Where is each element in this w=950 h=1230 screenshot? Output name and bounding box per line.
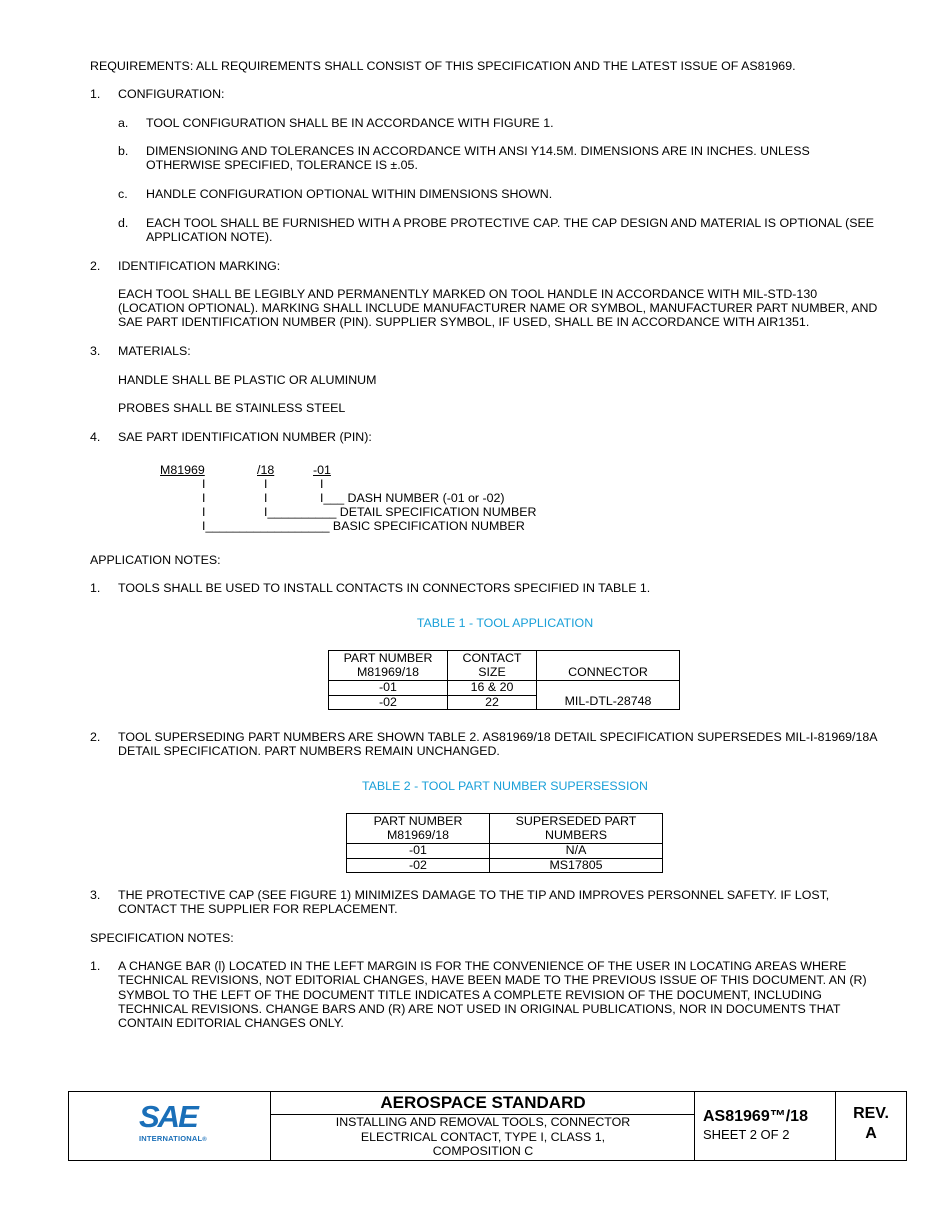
pin-basic-label: I__________________ BASIC SPECIFICATION NUMBER	[202, 519, 525, 533]
specification-notes-heading: SPECIFICATION NOTES:	[90, 931, 234, 945]
table1-cell-connector: MIL-DTL-28748	[537, 681, 680, 710]
table1-header-size-line2: SIZE	[478, 664, 506, 679]
identification-line1: EACH TOOL SHALL BE LEGIBLY AND PERMANENTLY MARKED ON TOOL HANDLE IN ACCORDANCE WITH MIL-STD-130	[118, 287, 818, 301]
footer-title-cell	[270, 1092, 695, 1160]
item-letter: b.	[118, 144, 129, 158]
sae-logo-mark: SAE	[139, 1099, 197, 1134]
section-number: 2.	[90, 259, 101, 273]
table1-header-connector: CONNECTOR	[537, 651, 680, 681]
section-number: 3.	[90, 344, 101, 358]
section-number: 4.	[90, 430, 101, 444]
table2-header-part	[347, 814, 490, 844]
note-number: 2.	[90, 730, 101, 744]
item-letter: a.	[118, 116, 129, 130]
pin-leader-bar: I	[202, 491, 206, 505]
application-note-2-line2: DETAIL SPECIFICATION. PART NUMBERS REMAIN UNCHANGED.	[118, 744, 500, 758]
table1-header-size	[448, 651, 537, 681]
section-number: 1.	[90, 87, 101, 101]
config-item-a: TOOL CONFIGURATION SHALL BE IN ACCORDANCE WITH FIGURE 1.	[146, 116, 554, 130]
footer-title: AEROSPACE STANDARD	[271, 1092, 695, 1115]
config-item-d-line2: APPLICATION NOTE).	[146, 230, 273, 244]
config-item-c: HANDLE CONFIGURATION OPTIONAL WITHIN DIMENSIONS SHOWN.	[146, 187, 553, 201]
spec-note-1-line5: CONTAIN EDITORIAL CHANGES ONLY.	[118, 1016, 344, 1030]
pin-leader-bar: I	[320, 477, 324, 491]
section-heading-configuration: CONFIGURATION:	[118, 87, 225, 101]
table2-header-superseded	[490, 814, 663, 844]
table1-caption: TABLE 1 - TOOL APPLICATION	[416, 616, 594, 630]
sae-logo	[69, 1092, 270, 1160]
footer-rev-label: REV.	[853, 1105, 889, 1122]
footer-subtitle: INSTALLING AND REMOVAL TOOLS, CONNECTOR ELECTRICAL CONTACT, TYPE I, CLASS 1, COMPOSITION C	[335, 1115, 631, 1158]
application-note-3-line1: THE PROTECTIVE CAP (SEE FIGURE 1) MINIMIZES DAMAGE TO THE TIP AND IMPROVES PERSONNEL SAFETY. IF LOST,	[118, 888, 830, 902]
footer-rev-value: A	[865, 1125, 877, 1142]
footer-title-block	[68, 1091, 907, 1161]
table1-header-part	[329, 651, 448, 681]
note-number: 1.	[90, 959, 101, 973]
pin-detail-label: I__________ DETAIL SPECIFICATION NUMBER	[264, 505, 537, 519]
section-heading-identification: IDENTIFICATION MARKING:	[118, 259, 281, 273]
application-note-3-line2: CONTACT THE SUPPLIER FOR REPLACEMENT.	[118, 902, 398, 916]
table2-caption: TABLE 2 - TOOL PART NUMBER SUPERSESSION	[362, 779, 648, 793]
table2-cell-part: -02	[347, 858, 490, 873]
table1-header-part-line2: M81969/18	[356, 664, 419, 679]
table-row	[347, 844, 663, 859]
identification-line3: SAE PART IDENTIFICATION NUMBER (PIN). SUPPLIER SYMBOL, IF USED, SHALL BE IN ACCORDANCE WITH AIR1351.	[118, 315, 810, 329]
sae-logo-subtext: INTERNATIONAL®	[139, 1134, 207, 1143]
footer-sheet: SHEET 2 OF 2	[703, 1127, 790, 1142]
item-letter: d.	[118, 216, 129, 230]
footer-rev-cell	[835, 1092, 907, 1160]
footer-doc-number: AS81969™/18	[703, 1108, 808, 1125]
table2-cell-part: -01	[347, 844, 490, 859]
spec-note-1-line4: TECHNICAL REVISIONS. CHANGE BARS AND (R) ARE NOT USED IN ORIGINAL PUBLICATIONS, NOR IN DOCUMENTS THAT	[118, 1002, 841, 1016]
note-number: 3.	[90, 888, 101, 902]
table1-header-size-line1: CONTACT	[462, 651, 522, 665]
table1-tool-application	[328, 650, 680, 710]
pin-leader-bar: I	[264, 477, 268, 491]
pin-leader-bar: I	[264, 491, 268, 505]
table1-cell-part: -01	[329, 681, 448, 696]
table2-header-superseded-line2: NUMBERS	[545, 827, 607, 842]
pin-detail-number: /18	[257, 463, 275, 477]
application-notes-heading: APPLICATION NOTES:	[90, 553, 221, 567]
table2-cell-superseded: N/A	[490, 844, 663, 859]
section-heading-pin: SAE PART IDENTIFICATION NUMBER (PIN):	[118, 430, 372, 444]
table1-header-part-line1: PART NUMBER	[343, 651, 433, 665]
application-note-1: TOOLS SHALL BE USED TO INSTALL CONTACTS IN CONNECTORS SPECIFIED IN TABLE 1.	[118, 581, 651, 595]
table1-cell-part: -02	[329, 695, 448, 710]
table2-part-number-supersession	[346, 813, 663, 873]
table-row	[329, 681, 680, 696]
pin-dash-label: I___ DASH NUMBER (-01 or -02)	[320, 491, 505, 505]
application-note-2-line1: TOOL SUPERSEDING PART NUMBERS ARE SHOWN TABLE 2. AS81969/18 DETAIL SPECIFICATION SUPERSEDES MIL-I-81969/18A	[118, 730, 878, 744]
pin-leader-bar: I	[202, 477, 206, 491]
table-row	[347, 858, 663, 873]
pin-basic-number: M81969	[160, 463, 205, 477]
table2-header-part-line2: M81969/18	[386, 827, 449, 842]
config-item-b-line2: OTHERWISE SPECIFIED, TOLERANCE IS ±.05.	[146, 158, 418, 172]
spec-note-1-line1: A CHANGE BAR (l) LOCATED IN THE LEFT MARGIN IS FOR THE CONVENIENCE OF THE USER IN LOCATING AREAS WHERE	[118, 959, 847, 973]
table1-cell-size: 16 & 20	[448, 681, 537, 696]
identification-line2: (LOCATION OPTIONAL). MARKING SHALL INCLUDE MANUFACTURER NAME OR SYMBOL, MANUFACTURER PART NUMBER, AND	[118, 301, 878, 315]
materials-handle: HANDLE SHALL BE PLASTIC OR ALUMINUM	[118, 373, 377, 387]
table1-cell-size: 22	[448, 695, 537, 710]
config-item-d-line1: EACH TOOL SHALL BE FURNISHED WITH A PROBE PROTECTIVE CAP. THE CAP DESIGN AND MATERIAL IS OPTIONAL (SEE	[146, 216, 875, 230]
table2-cell-superseded: MS17805	[490, 858, 663, 873]
footer-doc-cell	[694, 1092, 836, 1160]
pin-dash-number: -01	[313, 463, 331, 477]
table2-header-superseded-line1: SUPERSEDED PART	[515, 814, 637, 828]
spec-note-1-line3: SYMBOL TO THE LEFT OF THE DOCUMENT TITLE INDICATES A COMPLETE REVISION OF THE DOCUMENT, INCLUDING	[118, 988, 822, 1002]
section-heading-materials: MATERIALS:	[118, 344, 191, 358]
pin-leader-bar: I	[202, 505, 206, 519]
spec-note-1-line2: TECHNICAL REVISIONS, NOT EDITORIAL CHANGES, HAVE BEEN MADE TO THE PREVIOUS ISSUE OF THIS DOCUMENT. AN (R)	[118, 973, 867, 987]
config-item-b-line1: DIMENSIONING AND TOLERANCES IN ACCORDANCE WITH ANSI Y14.5M. DIMENSIONS ARE IN INCHES. UNLESS	[146, 144, 810, 158]
note-number: 1.	[90, 581, 101, 595]
table2-header-part-line1: PART NUMBER	[373, 814, 463, 828]
item-letter: c.	[118, 187, 128, 201]
materials-probes: PROBES SHALL BE STAINLESS STEEL	[118, 401, 346, 415]
requirements-intro: REQUIREMENTS: ALL REQUIREMENTS SHALL CONSIST OF THIS SPECIFICATION AND THE LATEST ISSUE OF AS81969.	[90, 59, 796, 73]
